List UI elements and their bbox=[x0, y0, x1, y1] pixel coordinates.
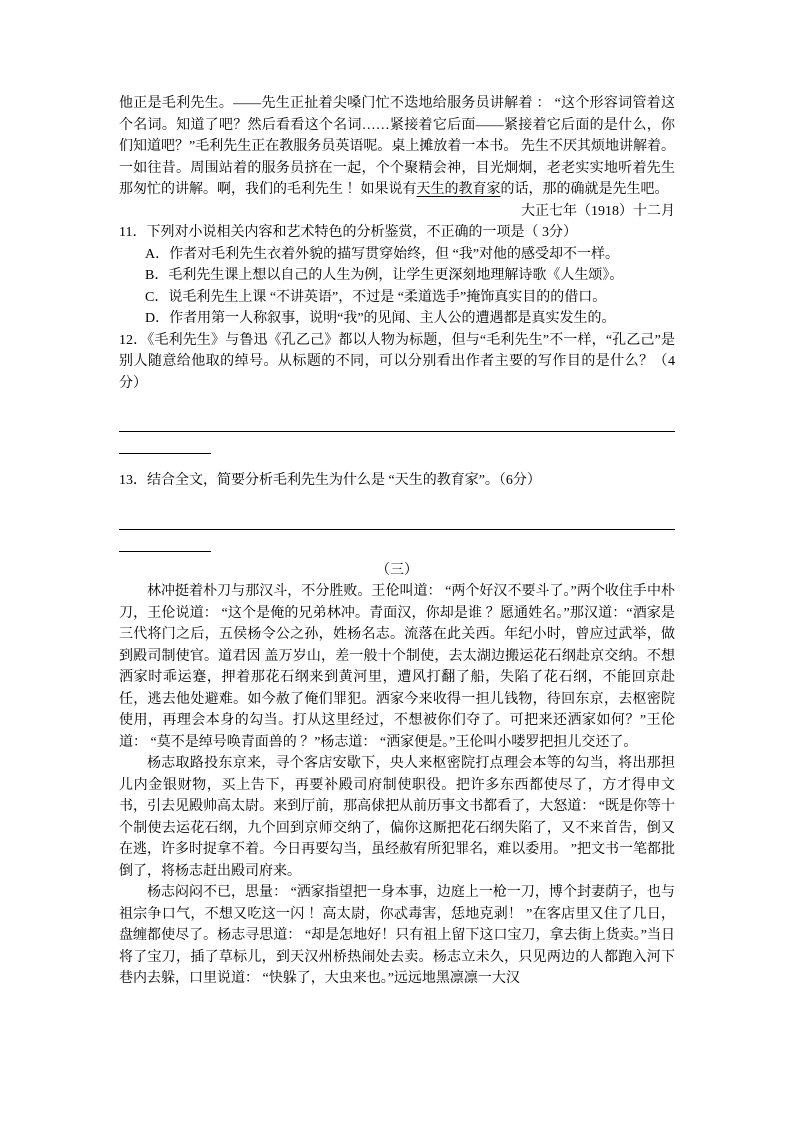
section-three-paragraph-2: 杨志取路投东京来，寻个客店安歇下，央人来枢密院打点理会本等的勾当，将出那担儿内金银财物，买上告下，再要补殿司府制使职役。把许多东西都使尽了，方才得申文书，引去见殿帅高太尉。来到厅前，那高俅把从前历事文书都看了，大怒道： “既是你等十个制使去运花石纲，九个回到京师交纳了，偏你这厮把花石纲失陷了，又不来首告，倒又在逃，许多时捉拿不着。今日再要勾当，虽经赦宥所犯罪名，难以委用。 ”把文书一笔都批倒了，将杨志赶出殿司府来。 bbox=[119, 756, 675, 879]
answer-blank-line-full bbox=[119, 504, 675, 530]
answer-blank-line-short bbox=[119, 530, 211, 552]
question-12: 12．《毛利先生》与鲁迅《孔乙己》都以人物为标题，但与“毛利先生”不一样，“孔乙己”是别人随意给他取的绰号。从标题的不同，可以分别看出作者主要的写作目的是什么？（4分） bbox=[119, 332, 675, 391]
passage-text-after: 的话，那的确就是先生吧。 bbox=[500, 182, 669, 197]
section-three-heading: （三） bbox=[376, 562, 418, 578]
passage-text-before: 他正是毛利先生。——先生正扯着尖嗓门忙不迭地给服务员讲解着 ： “这个形容词管着这个名词。知道了吧？然后看看这个名词……紧接着它后面——紧接着它后面的是什么，你们知道吧？”毛利先生正在教服务员英语呢。桌上摊放着一本书。 先生不厌其烦地讲解着。一如往昔。周围站着的服务员挤在一起，个个聚精会神，目光炯炯，老老实实地听着先生那匆忙的讲解。啊，我们的毛利先生 ！如果说有 bbox=[119, 96, 675, 197]
question-11-option-d: D．作者用第一人称叙事，说明“我”的见闻、主人公的遭遇都是真实发生的。 bbox=[145, 311, 616, 326]
section-three-paragraph-3: 杨志闷闷不已，思量： “洒家指望把一身本事，边庭上一枪一刀，博个封妻荫子，也与祖宗争口气，不想又吃这一闪 ！高太尉，你忒毒害，恁地克剥！ ”在客店里又住了几日，盘缠都使尽了。杨志寻思道： “却是怎地好！只有祖上留下这口宝刀，拿去街上货卖。”当日将了宝刀，插了草标儿，到天汉州桥热闹处去卖。杨志立未久，只见两边的人都跑入河下巷内去躲，口里说道： “快躲了，大虫来也。”远远地黑凛凛一大汉 bbox=[119, 885, 675, 986]
section-three-paragraph-1: 林冲挺着朴刀与那汉斗，不分胜败。王伦叫道： “两个好汉不要斗了。”两个收住手中朴刀，王伦说道： “这个是俺的兄弟林冲。青面汉，你却是谁 ？愿通姓名。”那汉道：“酒家是三代将门之后，五侯杨令公之孙，姓杨名志。流落在此关西。年纪小时，曾应过武举，做到殿司制使官。道君因 盖万岁山，差一般十个制使，去太湖边搬运花石纲赴京交纳。不想洒家时乖运蹇，押着那花石纲来到黄河里，遭风打翻了船，失陷了花石纲，不能回京赴任，逃去他处避难。如今赦了俺们罪犯。洒家今来收得一担儿钱物，待回东京，去枢密院使用，再理会本身的勾当。打从这里经过，不想被你们夺了。可把来还洒家如何？”王伦道： “莫不是绰号唤青面兽的 ？”杨志道： “洒家便是。”王伦叫小喽罗把担儿交还了。 bbox=[119, 584, 675, 750]
passage-date-line: 大正七年（1918）十二月 bbox=[521, 203, 675, 219]
passage-mori-final-paragraph bbox=[119, 93, 675, 201]
question-11-option-b: B．毛利先生课上想以自己的人生为例，让学生更深刻地理解诗歌《人生颂》。 bbox=[145, 268, 624, 283]
question-13: 13．结合全文，简要分析毛利先生为什么是 “天生的教育家”。（6分） bbox=[119, 473, 541, 488]
question-11: 11．下列对小说相关内容和艺术特色的分析鉴赏，不正确的一项是（ 3分） bbox=[119, 225, 577, 240]
question-11-option-c: C．说毛利先生上课 “不讲英语”，不过是 “柔道选手”掩饰真实目的的借口。 bbox=[145, 289, 607, 305]
question-11-option-a: A．作者对毛利先生衣着外貌的描写贯穿始终，但 “我”对他的感受却不一样。 bbox=[145, 246, 620, 262]
underlined-phrase: 天生的教育家 bbox=[416, 182, 501, 197]
answer-blank-line-short bbox=[119, 432, 211, 454]
answer-blank-line-full bbox=[119, 406, 675, 432]
